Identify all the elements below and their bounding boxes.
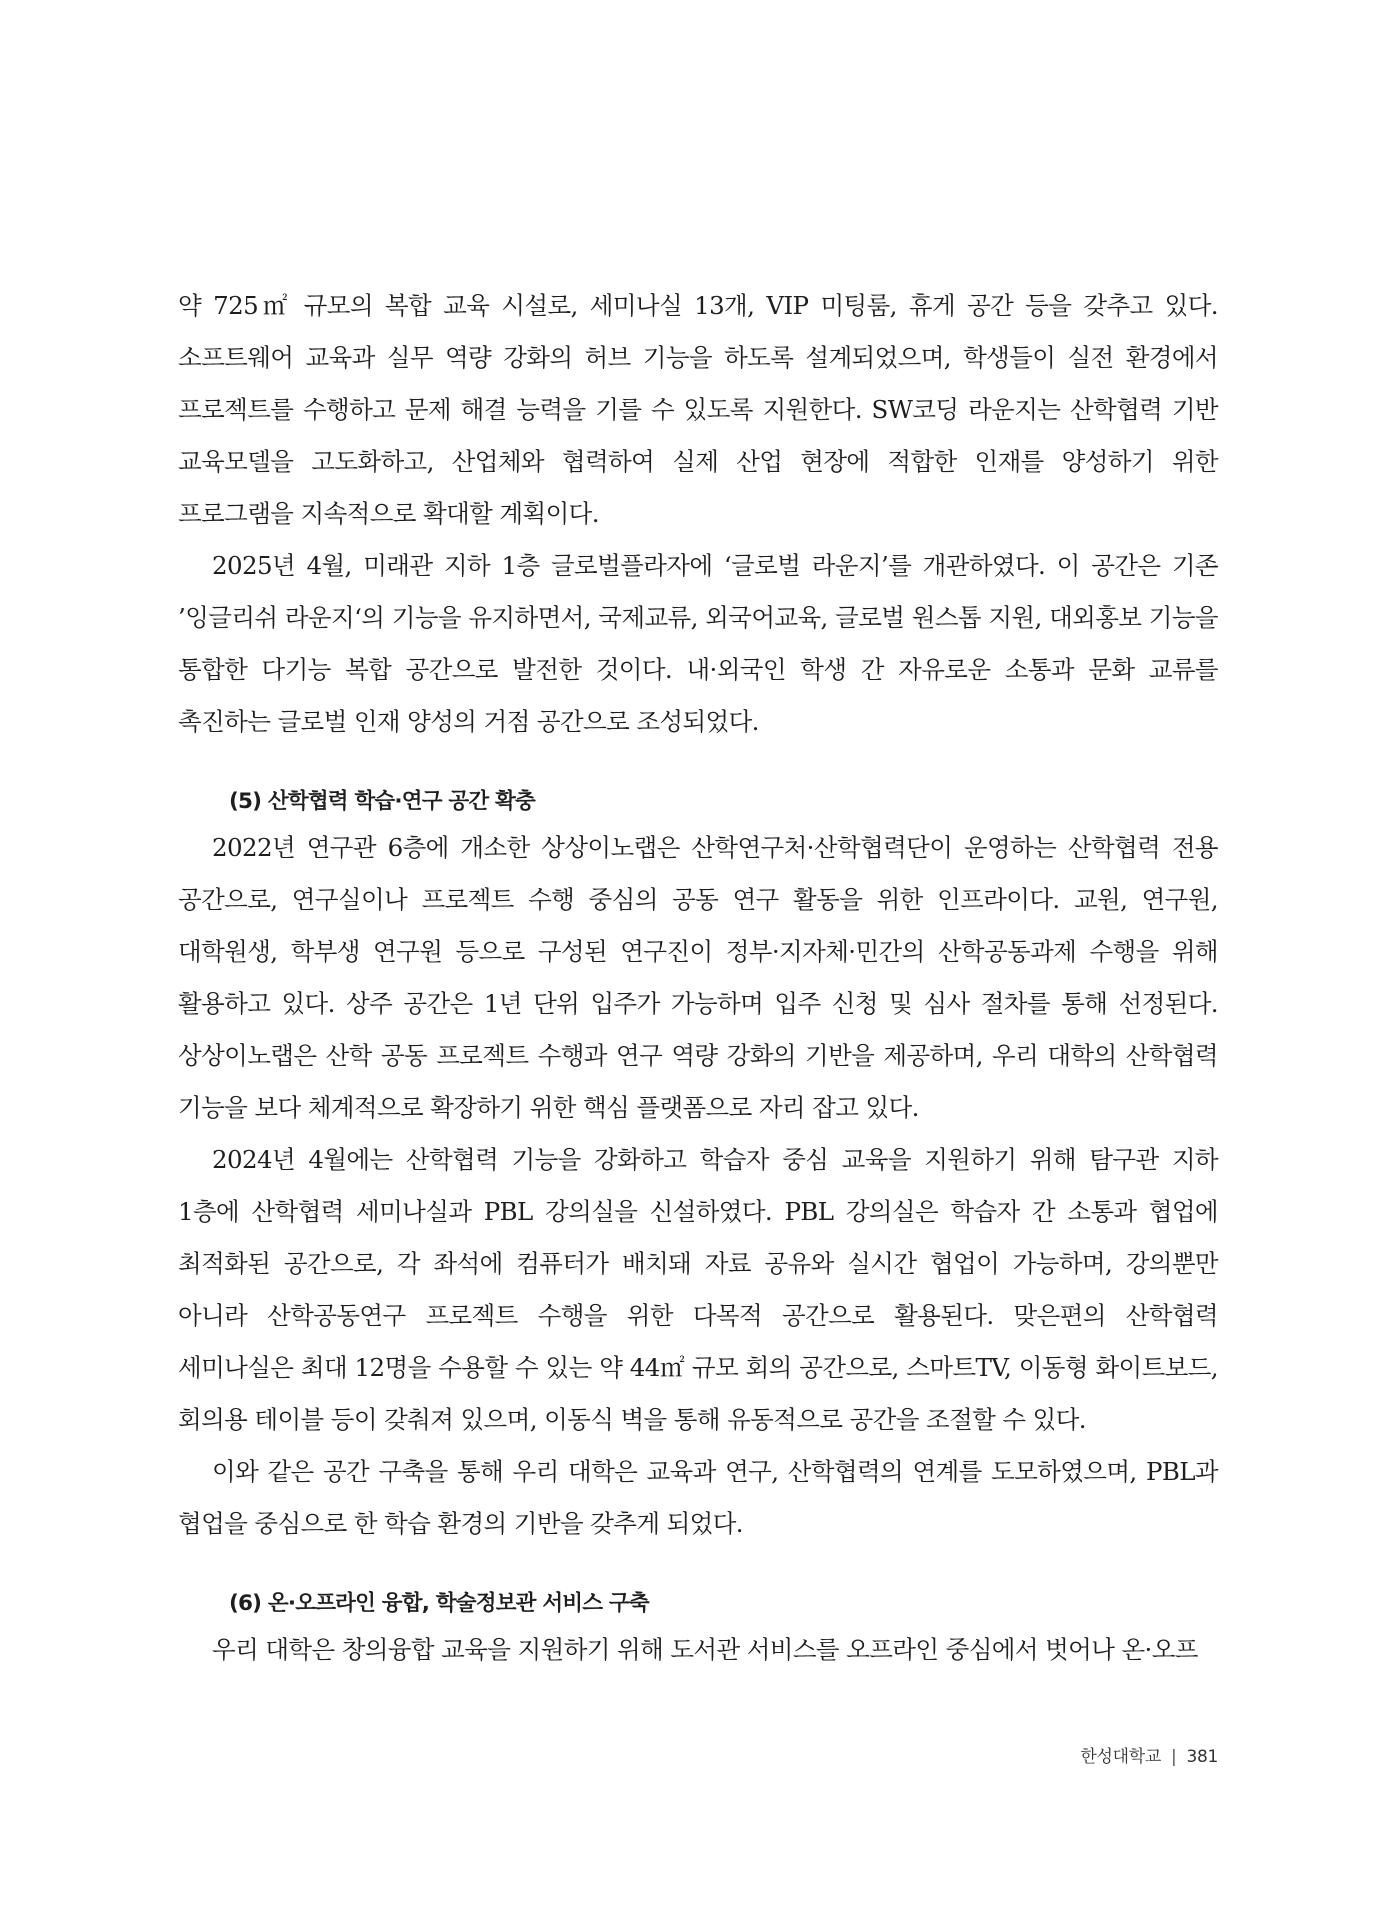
paragraph-global-lounge: 2025년 4월, 미래관 지하 1층 글로벌플라자에 ‘글로벌 라운지’를 개관하였다. 이 공간은 기존 ’잉글리쉬 라운지‘의 기능을 유지하면서, 국제교류, 외국어교육, 글로벌 원스톱 지원, 대외홍보 기능을 통합한 다기능 복합 공간으로 발전한 것이다. 내·외국인 학생 간 자유로운 소통과 문화 교류를 촉진하는 글로벌 인재 양성의 거점 공간으로 조성되었다.	[178, 551, 1218, 736]
section-6-heading: (6) 온·오프라인 융합, 학술정보관 서비스 구축	[229, 1591, 649, 1616]
paragraph-sw-coding-lounge: 약 725㎡ 규모의 복합 교육 시설로, 세미나실 13개, VIP 미팅룸, 휴게 공간 등을 갖추고 있다. 소프트웨어 교육과 실무 역량 강화의 허브 기능을 하도록 설계되었으며, 학생들이 실전 환경에서 프로젝트를 수행하고 문제 해결 능력을 기를 수 있도록 지원한다. SW코딩 라운지는 산학협력 기반 교육모델을 고도화하고, 산업체와 협력하여 실제 산업 현장에 적합한 인재를 양성하기 위한 프로그램을 지속적으로 확대할 계획이다.	[178, 291, 1218, 528]
paragraph-library-service: 우리 대학은 창의융합 교육을 지원하기 위해 도서관 서비스를 오프라인 중심에서 벗어나 온·오프	[212, 1635, 1198, 1664]
footer-separator: |	[1171, 1747, 1177, 1767]
section-spacer	[178, 748, 1218, 782]
section-5-heading: (5) 산학협력 학습·연구 공간 확충	[229, 789, 535, 814]
document-page	[178, 0, 1218, 1920]
paragraph-pbl-classroom: 2024년 4월에는 산학협력 기능을 강화하고 학습자 중심 교육을 지원하기 위해 탐구관 지하 1층에 산학협력 세미나실과 PBL 강의실을 신설하였다. PBL 강의실은 학습자 간 소통과 협업에 최적화된 공간으로, 각 좌석에 컴퓨터가 배치돼 자료 공유와 실시간 협업이 가능하며, 강의뿐만 아니라 산학공동연구 프로젝트 수행을 위한 다목적 공간으로 활용된다. 맞은편의 산학협력 세미나실은 최대 12명을 수용할 수 있는 약 44㎡ 규모 회의 공간으로, 스마트TV, 이동형 화이트보드, 회의용 테이블 등이 갖춰져 있으며, 이동식 벽을 통해 유동적으로 공간을 조절할 수 있다.	[178, 1145, 1218, 1434]
footer-university-name: 한성대학교	[1080, 1747, 1161, 1767]
paragraph-space-summary: 이와 같은 공간 구축을 통해 우리 대학은 교육과 연구, 산학협력의 연계를 도모하였으며, PBL과 협업을 중심으로 한 학습 환경의 기반을 갖추게 되었다.	[178, 1457, 1218, 1538]
section-spacer	[178, 1550, 1218, 1584]
page-footer	[1080, 1742, 1218, 1767]
page-number: 381	[1186, 1747, 1218, 1767]
body-text	[178, 280, 1218, 1676]
paragraph-innolab: 2022년 연구관 6층에 개소한 상상이노랩은 산학연구처·산학협력단이 운영하는 산학협력 전용 공간으로, 연구실이나 프로젝트 수행 중심의 공동 연구 활동을 위한 인프라이다. 교원, 연구원, 대학원생, 학부생 연구원 등으로 구성된 연구진이 정부·지자체·민간의 산학공동과제 수행을 위해 활용하고 있다. 상주 공간은 1년 단위 입주가 가능하며 입주 신청 및 심사 절차를 통해 선정된다. 상상이노랩은 산학 공동 프로젝트 수행과 연구 역량 강화의 기반을 제공하며, 우리 대학의 산학협력 기능을 보다 체계적으로 확장하기 위한 핵심 플랫폼으로 자리 잡고 있다.	[178, 833, 1218, 1122]
